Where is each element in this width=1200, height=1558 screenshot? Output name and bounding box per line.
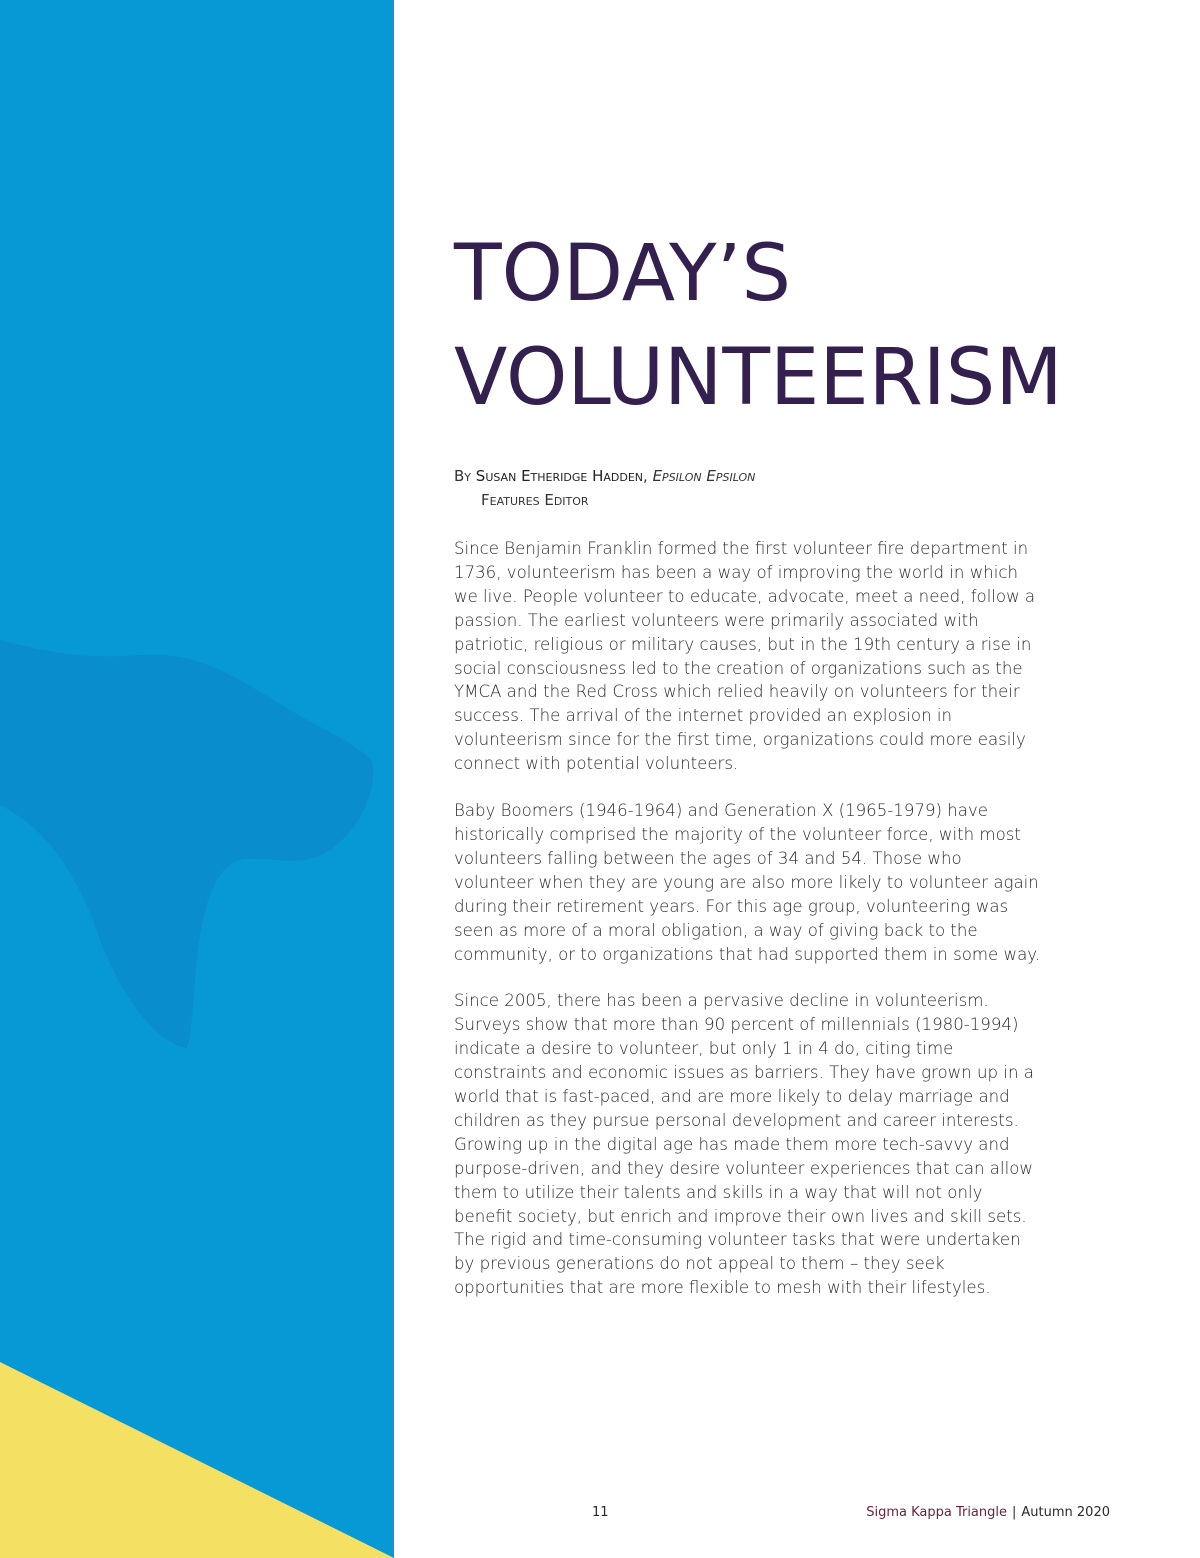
- title-line-1: TODAY’S: [454, 229, 791, 319]
- page-number: 11: [592, 1505, 609, 1520]
- footer-separator: |: [1012, 1505, 1017, 1520]
- author-chapter: Epsilon Epsilon: [652, 467, 756, 485]
- byline-prefix: By: [454, 467, 472, 485]
- paragraph-1: Since Benjamin Franklin formed the first volunteer fire department in 1736, volunteerism has been a way of improving the world in which we live. People volunteer to educate, advocate, meet a need, follow a passion. The earliest volunteers were primarily associated with patriotic, religious or military causes, but in the 19th century a rise in social consciousness led to the creation of organizations such as the YMCA and the Red Cross which relied heavily on volunteers for their success. The arrival of the internet provided an explosion in volunteerism since for the first time, organizations could more easily connect with potential volunteers.: [454, 539, 1036, 774]
- article-title: [454, 222, 1063, 430]
- paragraph-3: Since 2005, there has been a pervasive decline in volunteerism. Surveys show that more than 90 percent of millennials (1980-1994) indicate a desire to volunteer, but only 1 in 4 do, citing time constraints and economic issues as barriers. They have grown up in a world that is fast-paced, and are more likely to delay marriage and children as they pursue personal development and career interests. Growing up in the digital age has made them more tech-savvy and purpose-driven, and they desire volunteer experiences that can allow them to utilize their talents and skills in a way that will not only benefit society, but enrich and improve their own lives and skill sets. The rigid and time-consuming volunteer tasks that were undertaken by previous generations do not appeal to them – they seek opportunities that are more flexible to mesh with their lifestyles.: [454, 991, 1034, 1298]
- byline: By Susan Etheridge Hadden, Epsilon Epsilon Features Editor: [454, 464, 755, 512]
- footer-publication: [866, 1505, 1110, 1520]
- author-name: Susan Etheridge Hadden: [475, 467, 644, 485]
- paragraph-2: Baby Boomers (1946-1964) and Generation X (1965-1979) have historically comprised the majority of the volunteer force, with most volunteers falling between the ages of 34 and 54. Those who volunteer when they are young are also more likely to volunteer again during their retirement years. For this age group, volunteering was seen as more of a moral obligation, a way of giving back to the community, or to organizations that had supported them in some way.: [454, 801, 1041, 964]
- decorative-side-panel: [0, 0, 394, 1558]
- magazine-name: Sigma Kappa Triangle: [866, 1505, 1008, 1520]
- title-line-2: VOLUNTEERISM: [454, 333, 1063, 423]
- side-panel-graphic: [0, 0, 394, 1558]
- issue-name: Autumn 2020: [1021, 1505, 1110, 1520]
- author-role: Features Editor: [481, 491, 589, 509]
- article-body: [454, 537, 1044, 1323]
